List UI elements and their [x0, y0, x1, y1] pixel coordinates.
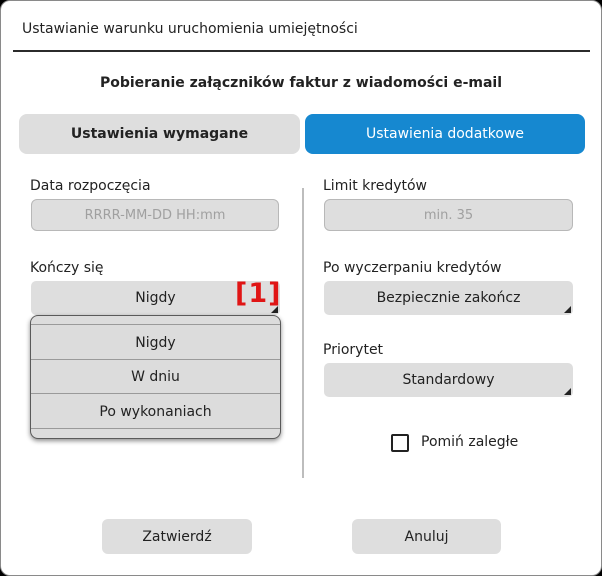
tab-required-settings[interactable]: Ustawienia wymagane [19, 114, 300, 154]
on-exhaust-select-value: Bezpiecznie zakończ [376, 290, 521, 306]
ends-option-never[interactable]: Nigdy [31, 326, 280, 360]
column-divider [302, 188, 304, 478]
skip-overdue-label[interactable]: Pomiń zaległe [421, 434, 519, 450]
ends-label: Kończy się [30, 260, 104, 276]
ends-dropdown-menu [30, 315, 281, 439]
title-divider [13, 50, 590, 52]
credit-limit-input[interactable]: min. 35 [324, 199, 573, 231]
on-exhaust-select[interactable] [324, 281, 573, 315]
credit-limit-label: Limit kredytów [323, 178, 428, 194]
priority-select-value: Standardowy [402, 372, 495, 388]
dropdown-corner-icon [564, 306, 571, 313]
dropdown-corner-icon [564, 388, 571, 395]
annotation-marker: [1] [235, 278, 282, 309]
start-date-input[interactable]: RRRR-MM-DD HH:mm [31, 199, 279, 231]
cancel-button[interactable]: Anuluj [352, 519, 501, 554]
dialog-title: Ustawianie warunku uruchomienia umiejętności [22, 21, 358, 37]
skip-overdue-checkbox[interactable] [391, 434, 409, 452]
confirm-button[interactable]: Zatwierdź [102, 519, 252, 554]
ends-option-on-date[interactable]: W dniu [31, 360, 280, 394]
ends-select-value: Nigdy [135, 290, 176, 306]
skill-name: Pobieranie załączników faktur z wiadomości e-mail [99, 75, 503, 91]
start-date-label: Data rozpoczęcia [30, 178, 151, 194]
dropdown-top-divider [31, 324, 280, 325]
on-exhaust-label: Po wyczerpaniu kredytów [323, 260, 502, 276]
ends-option-after-runs[interactable]: Po wykonaniach [31, 395, 280, 429]
priority-select[interactable] [324, 363, 573, 397]
priority-label: Priorytet [323, 342, 384, 358]
tab-additional-settings[interactable]: Ustawienia dodatkowe [305, 114, 585, 154]
